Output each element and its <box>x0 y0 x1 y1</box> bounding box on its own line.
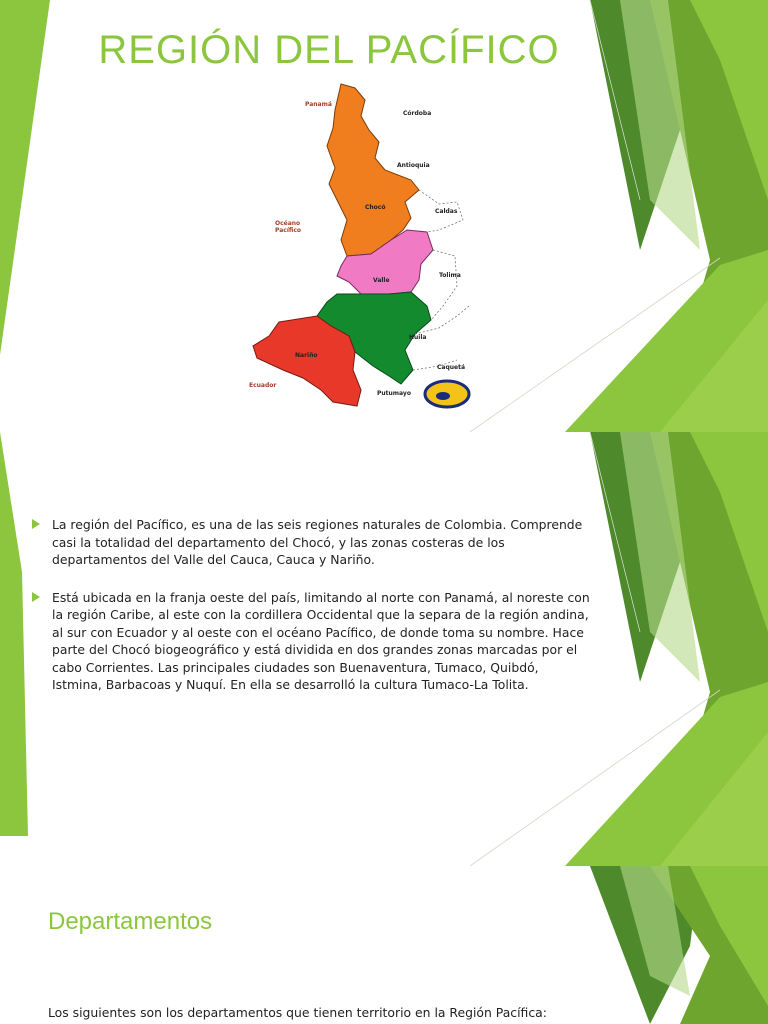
bullet-arrow-icon <box>32 592 40 602</box>
slide-3-decoration <box>0 866 768 1024</box>
label-panama: Panamá <box>305 101 332 108</box>
slide-title: REGIÓN DEL PACÍFICO <box>98 28 560 72</box>
bullet-item <box>32 516 592 569</box>
section-text: Los siguientes son los departamentos que tienen territorio en la Región Pacífica: <box>48 1005 547 1020</box>
slide-3 <box>0 866 768 1024</box>
region-map <box>243 80 475 414</box>
slide-1 <box>0 0 768 432</box>
label-tolima: Tolima <box>439 272 461 279</box>
label-valle: Valle <box>373 277 390 284</box>
bullet-item <box>32 589 592 694</box>
label-oceano-2: Pacífico <box>275 227 302 234</box>
label-caldas: Caldas <box>435 208 458 215</box>
label-putumayo: Putumayo <box>377 390 411 397</box>
label-huila: Huila <box>409 334 427 341</box>
bullet-text: La región del Pacífico, es una de las seis regiones naturales de Colombia. Comprende casi la totalidad del departamento del Chocó, y las zonas costeras de los departamentos del Valle del Cauca, Cauca y Nariño. <box>52 517 583 567</box>
label-antioquia: Antioquia <box>397 162 430 169</box>
bullet-arrow-icon <box>32 519 40 529</box>
label-oceano-1: Océano <box>275 220 301 227</box>
section-title: Departamentos <box>48 908 213 935</box>
bullet-text: Está ubicada en la franja oeste del país, limitando al norte con Panamá, al noreste con la región Caribe, al este con la cordillera Occidental que la separa de la región andina, al sur con Ecuador y al oeste con el océano Pacífico, de donde toma su nombre. Hace parte del Chocó biogeográfico y está dividida en dos grandes zonas marcadas por el cabo Corrientes. Las principales ciudades son Buenaventura, Tumaco, Quibdó, Istmina, Barbacoas y Nuquí. En ella se desarrolló la cultura Tumaco-La Tolita. <box>52 589 590 692</box>
label-ecuador: Ecuador <box>249 382 277 389</box>
label-choco: Chocó <box>365 204 386 211</box>
bullet-list <box>32 516 592 714</box>
label-cordoba: Córdoba <box>403 110 432 117</box>
label-caqueta: Caquetá <box>437 364 466 371</box>
label-narino: Nariño <box>295 352 318 359</box>
